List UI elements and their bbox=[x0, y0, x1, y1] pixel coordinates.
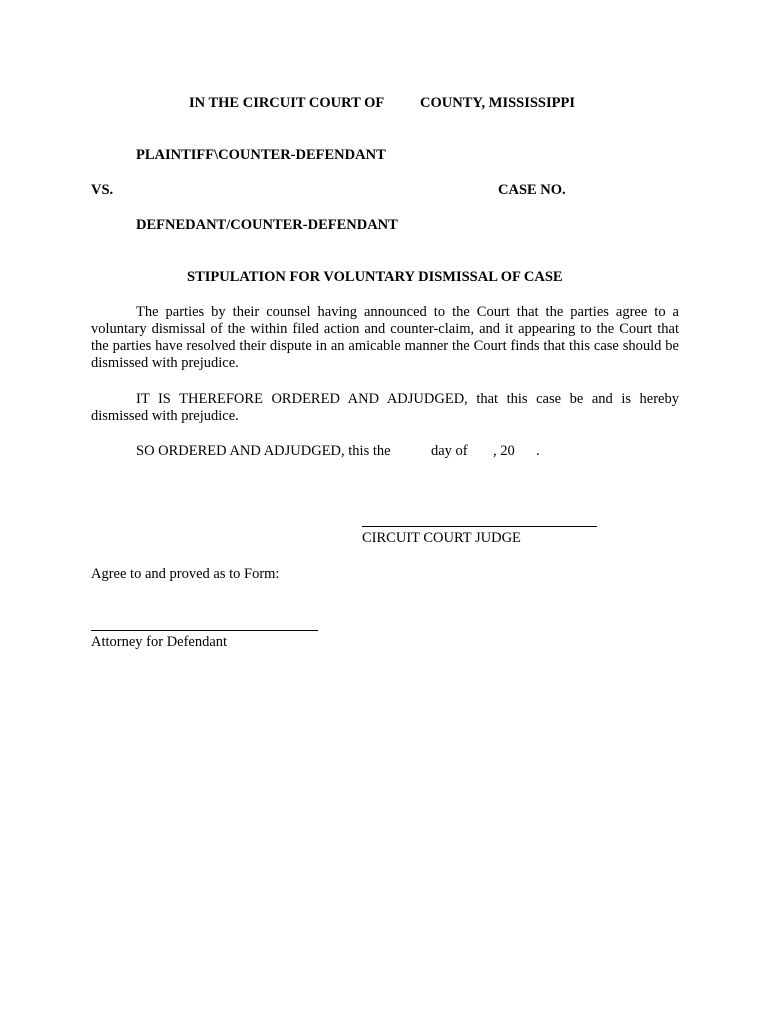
judge-signature-label: CIRCUIT COURT JUDGE bbox=[362, 530, 521, 546]
court-name-left: IN THE CIRCUIT COURT OF bbox=[189, 95, 385, 111]
ordered-line-period: . bbox=[536, 443, 540, 459]
court-name-right: COUNTY, MISSISSIPPI bbox=[420, 95, 575, 111]
ordered-line-year: , 20 bbox=[493, 443, 515, 459]
ordered-line-day-of: day of bbox=[431, 443, 468, 459]
judge-signature-line bbox=[362, 526, 597, 527]
case-number-label: CASE NO. bbox=[498, 182, 566, 198]
attorney-signature-line bbox=[91, 630, 318, 631]
document-title: STIPULATION FOR VOLUNTARY DISMISSAL OF CASE bbox=[187, 269, 563, 285]
stipulation-paragraph: The parties by their counsel having announced to the Court that the parties agree to a voluntary dismissal of the within filed action and counter-claim, and it appearing to the Court that the parties have resolved their dispute in an amicable manner the Court finds that this case should be dismissed with prejudice. bbox=[91, 304, 679, 371]
versus-label: VS. bbox=[91, 182, 114, 198]
agree-label: Agree to and proved as to Form: bbox=[91, 566, 280, 582]
order-paragraph: IT IS THEREFORE ORDERED AND ADJUDGED, that this case be and is hereby dismissed with prejudice. bbox=[91, 391, 679, 424]
defendant-label: DEFNEDANT/COUNTER-DEFENDANT bbox=[136, 217, 398, 233]
attorney-signature-label: Attorney for Defendant bbox=[91, 634, 228, 650]
plaintiff-label: PLAINTIFF\COUNTER-DEFENDANT bbox=[136, 147, 386, 163]
ordered-line-prefix: SO ORDERED AND ADJUDGED, this the bbox=[136, 443, 391, 459]
